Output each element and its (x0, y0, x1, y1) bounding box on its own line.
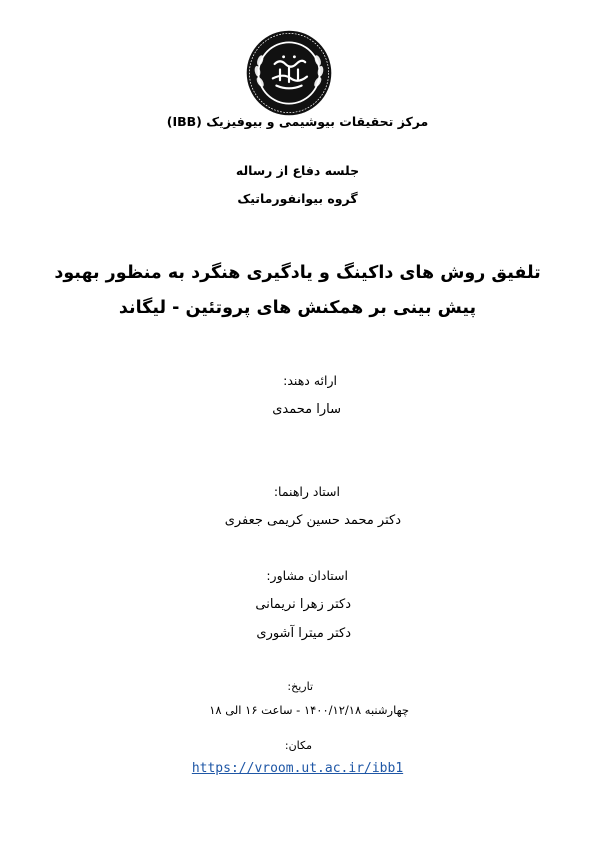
date-label: تاریخ: (287, 680, 313, 693)
supervisor-label: استاد راهنما: (273, 484, 340, 499)
date-value: چهارشنبه ۱۴۰۰/۱۲/۱۸ - ساعت ۱۶ الی ۱۸ (209, 703, 409, 717)
meeting-link[interactable] (0, 761, 595, 776)
advisor-name: دکتر میترا آشوری (256, 626, 351, 641)
place-label: مکان: (284, 739, 312, 752)
university-seal-icon (244, 28, 334, 118)
advisor-name: دکتر زهرا نریمانی (255, 597, 351, 612)
presenter-label: ارائه دهند: (283, 373, 337, 388)
event-heading: جلسه دفاع از رساله (235, 163, 360, 178)
thesis-title-line-2: پیش بینی بر همکنش های پروتئین - لیگاند (118, 298, 477, 318)
thesis-title-line-1: تلفیق روش های داکینگ و یادگیری هنگرد به منظور بهبود (54, 263, 541, 283)
presenter-name: سارا محمدی (272, 402, 341, 417)
group-name: گروه بیوانفورماتیک (237, 191, 358, 206)
advisors-label: استادان مشاور: (266, 568, 348, 583)
meeting-link-text: https://vroom.ut.ac.ir/ibb1 (191, 761, 404, 776)
institute-name: مرکز تحقیقات بیوشیمی و بیوفیزیک (IBB) (166, 114, 429, 129)
supervisor-name: دکتر محمد حسین کریمی جعفری (224, 513, 401, 528)
